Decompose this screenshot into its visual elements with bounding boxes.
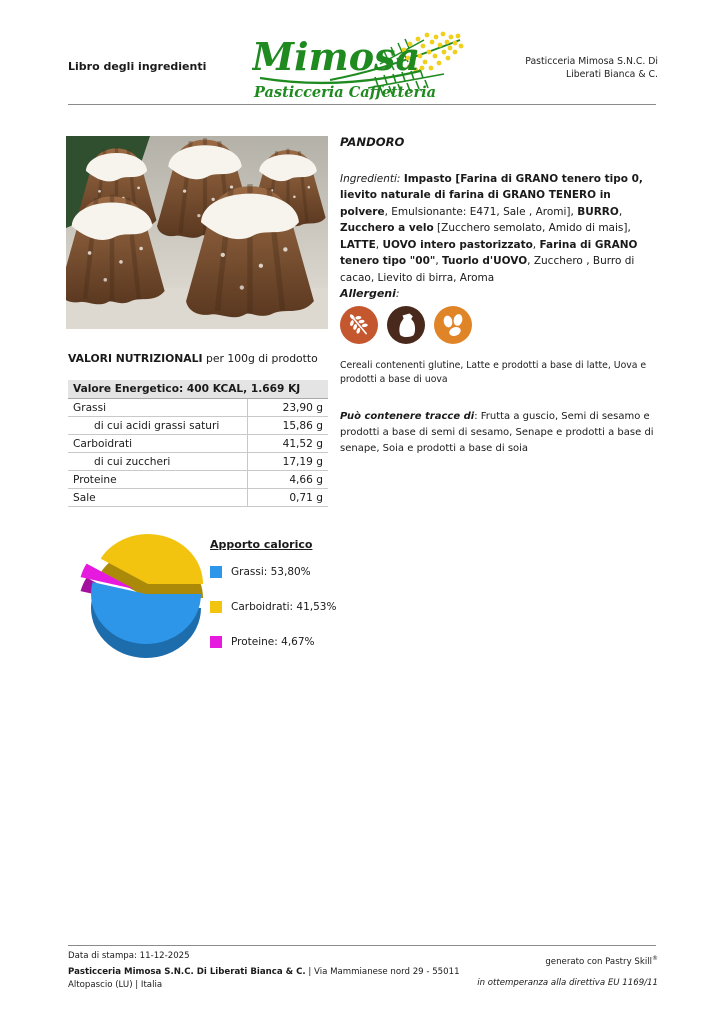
legend-label: Proteine: 4,67% xyxy=(231,636,315,648)
pie-legend-items xyxy=(210,566,336,648)
mimosa-logo xyxy=(252,30,467,104)
footer-company-line xyxy=(68,966,460,979)
legend-label: Grassi: 53,80% xyxy=(231,566,311,578)
legend-label: Carboidrati: 41,53% xyxy=(231,601,337,613)
footer-right xyxy=(477,952,658,990)
logo-subtitle: Pasticceria Caffetteria xyxy=(254,84,437,101)
pie-chart-svg xyxy=(78,518,218,668)
nutrition-title-bold: VALORI NUTRIZIONALI xyxy=(68,352,203,365)
nutrition-row xyxy=(68,453,328,471)
ingredients-paragraph xyxy=(340,171,662,287)
allergens-heading xyxy=(340,287,400,300)
nutrition-title xyxy=(68,352,318,365)
nutrient-value: 23,90 g xyxy=(248,399,329,417)
nutrition-row xyxy=(68,471,328,489)
ingredient-segment: , xyxy=(375,238,383,251)
allergens-heading-colon: : xyxy=(395,287,400,300)
ingredient-segment: Ingredienti: xyxy=(340,172,404,185)
nutrient-value: 41,52 g xyxy=(248,435,329,453)
nutrient-value: 4,66 g xyxy=(248,471,329,489)
nutrient-label: Proteine xyxy=(68,471,248,489)
allergen-list-text: Cereali contenenti glutine, Latte e prodotti a base di latte, Uova e prodotti a base di uova xyxy=(340,360,647,385)
legend-swatch xyxy=(210,636,222,648)
ingredient-segment: , xyxy=(618,205,623,218)
footer-divider xyxy=(68,945,656,946)
nutrient-label: Carboidrati xyxy=(68,435,248,453)
legend-swatch xyxy=(210,601,222,613)
nutrition-row xyxy=(68,435,328,453)
footer-address: | Via Mammianese nord 29 - 55011 xyxy=(305,967,460,977)
allergens-heading-word: Allergeni xyxy=(340,287,396,300)
footer-company: Pasticceria Mimosa S.N.C. Di Liberati Bianca & C. xyxy=(68,967,306,977)
product-name: PANDORO xyxy=(340,135,405,149)
milk-icon xyxy=(387,306,425,344)
pie-legend-title: Apporto calorico xyxy=(210,538,313,551)
nutrient-value: 15,86 g xyxy=(248,417,329,435)
registered-mark: ® xyxy=(652,955,658,962)
traces-label: Può contenere tracce di xyxy=(340,411,475,422)
ingredient-segment: BURRO xyxy=(577,205,619,218)
footer-address-line2: Altopascio (LU) | Italia xyxy=(68,980,163,990)
ingredient-segment: , Emulsionante: E471, Sale , Aromi], xyxy=(384,205,578,218)
ingredient-segment: , xyxy=(435,255,443,267)
ingredient-segment: , Zucchero , Burro di cacao, Lievito di birra, Aroma xyxy=(340,255,635,284)
header-divider xyxy=(68,104,656,105)
ingredient-segment: Farina di GRANO tenero tipo "00" xyxy=(340,238,638,267)
company-header-line1: Pasticceria Mimosa S.N.C. Di xyxy=(525,56,658,67)
nutrient-label: Grassi xyxy=(68,399,248,417)
nutrient-label: Sale xyxy=(68,489,248,507)
nutrition-title-rest: per 100g di prodotto xyxy=(202,352,318,365)
eggs-icon xyxy=(434,306,472,344)
gluten-icon xyxy=(340,306,378,344)
ingredient-segment: Impasto [Farina di GRANO tenero tipo 0, lievito naturale di farina di GRANO TENERO in polvere xyxy=(340,172,643,218)
nutrition-table-body xyxy=(68,399,328,507)
print-date: Data di stampa: 11-12-2025 xyxy=(68,951,190,961)
generated-with xyxy=(477,952,658,969)
energy-header: Valore Energetico: 400 KCAL, 1.669 KJ xyxy=(68,380,328,399)
energy-header-row xyxy=(68,380,328,399)
company-header-line2: Liberati Bianca & C. xyxy=(565,69,658,80)
nutrient-label: di cui zuccheri xyxy=(68,453,248,471)
pandoro-photo-art xyxy=(66,136,328,329)
legend-item xyxy=(210,601,336,613)
ingredient-segment: LATTE xyxy=(340,238,376,251)
footer-left xyxy=(68,950,460,992)
logo-wordmark: Mimosa xyxy=(252,34,421,79)
legend-item xyxy=(210,636,336,648)
generated-with-text: generato con Pastry Skill xyxy=(545,956,652,967)
directive-note: in ottemperanza alla direttiva EU 1169/11 xyxy=(477,977,658,988)
ingredient-segment: UOVO intero pastorizzato xyxy=(382,238,533,251)
nutrition-row xyxy=(68,399,328,417)
ingredient-segment: [Zucchero semolato, Amido di mais], xyxy=(433,222,631,234)
ingredient-segment: , xyxy=(532,238,540,251)
product-photo xyxy=(66,136,328,329)
pie-legend xyxy=(210,538,336,648)
company-header xyxy=(525,55,658,81)
nutrition-table xyxy=(68,380,328,507)
traces-paragraph xyxy=(340,409,665,457)
nutrition-row xyxy=(68,489,328,507)
ingredient-segment: Zucchero a velo xyxy=(340,222,434,234)
nutrition-row xyxy=(68,417,328,435)
doc-title: Libro degli ingredienti xyxy=(68,60,207,73)
legend-swatch xyxy=(210,566,222,578)
calorie-pie-chart xyxy=(78,518,218,672)
allergen-icons xyxy=(340,306,472,344)
legend-item xyxy=(210,566,336,578)
ingredient-segment: Tuorlo d'UOVO xyxy=(442,255,528,267)
nutrient-value: 17,19 g xyxy=(248,453,329,471)
nutrient-value: 0,71 g xyxy=(248,489,329,507)
traces-text: : Frutta a guscio, Semi di sesamo e prodotti a base di semi di sesamo, Senape e prodotti a base di senape, Soia e prodotti a base di soia xyxy=(340,411,654,454)
nutrient-label: di cui acidi grassi saturi xyxy=(68,417,248,435)
mimosa-logo-art xyxy=(252,30,467,104)
